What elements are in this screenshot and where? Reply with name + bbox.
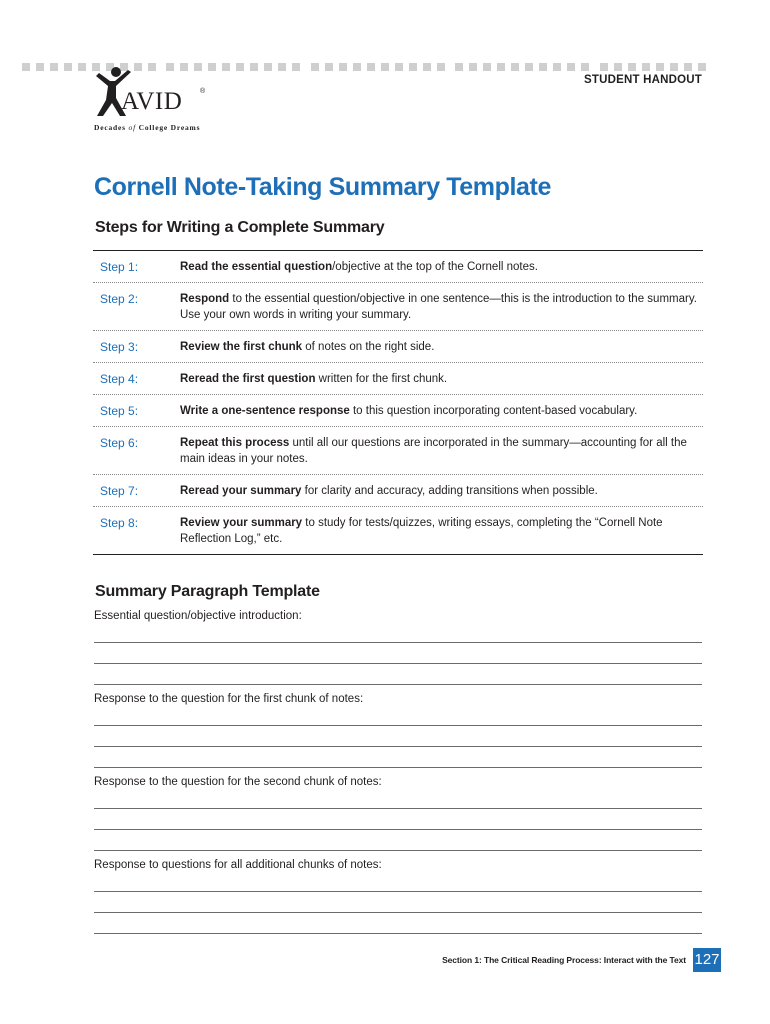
steps-heading: Steps for Writing a Complete Summary	[95, 219, 385, 236]
step-number: Step 7:	[100, 484, 139, 498]
step-text: Review the first chunk of notes on the right side.	[180, 341, 435, 353]
step-text: Reread the first question written for the first chunk.	[180, 373, 448, 385]
step-row	[93, 426, 703, 474]
steps-table	[93, 250, 703, 555]
step-row	[93, 330, 703, 362]
step-text: Review your summary to study for tests/quizzes, writing essays, completing the “Cornell Note Reflection Log,” etc.	[180, 517, 663, 545]
writing-line[interactable]	[94, 642, 702, 643]
step-number: Step 4:	[100, 372, 139, 386]
prompt-second-chunk: Response to the question for the second chunk of notes:	[94, 776, 382, 788]
step-number: Step 6:	[100, 436, 139, 450]
step-row	[93, 394, 703, 426]
writing-line[interactable]	[94, 850, 702, 851]
step-row	[93, 362, 703, 394]
step-number: Step 1:	[100, 260, 139, 274]
prompt-additional-chunks: Response to questions for all additional chunks of notes:	[94, 859, 382, 871]
logo-tagline: Decades of College Dreams	[94, 123, 201, 132]
step-number: Step 5:	[100, 404, 139, 418]
prompt-intro: Essential question/objective introduction:	[94, 610, 302, 622]
prompt-first-chunk: Response to the question for the first chunk of notes:	[94, 693, 364, 705]
writing-line[interactable]	[94, 912, 702, 913]
writing-line[interactable]	[94, 663, 702, 664]
writing-line[interactable]	[94, 767, 702, 768]
step-row	[93, 506, 703, 554]
writing-line[interactable]	[94, 808, 702, 809]
writing-line[interactable]	[94, 829, 702, 830]
step-text: Read the essential question/objective at the top of the Cornell notes.	[180, 261, 538, 273]
step-number: Step 3:	[100, 340, 139, 354]
step-row	[93, 251, 703, 282]
template-heading: Summary Paragraph Template	[95, 583, 320, 600]
step-text: Write a one-sentence response to this question incorporating content-based vocabulary.	[180, 405, 638, 417]
writing-line[interactable]	[94, 933, 702, 934]
step-text: Respond to the essential question/objective in one sentence—this is the introduction to the summary. Use your own words in writing your summary.	[180, 293, 697, 321]
step-number: Step 8:	[100, 516, 139, 530]
avid-logo	[94, 66, 214, 136]
writing-line[interactable]	[94, 891, 702, 892]
student-handout-label: STUDENT HANDOUT	[584, 74, 702, 86]
avid-wordmark: AVID	[121, 88, 183, 115]
footer-section-title: Section 1: The Critical Reading Process: Interact with the Text	[442, 955, 686, 965]
page-number: 127	[693, 948, 721, 972]
writing-line[interactable]	[94, 746, 702, 747]
step-text: Repeat this process until all our questions are incorporated in the summary—accounting for all the main ideas in your notes.	[180, 437, 687, 465]
step-text: Reread your summary for clarity and accuracy, adding transitions when possible.	[180, 485, 598, 497]
page-title: Cornell Note-Taking Summary Template	[94, 173, 551, 201]
step-row	[93, 474, 703, 506]
registered-mark: ®	[200, 88, 206, 95]
writing-line[interactable]	[94, 684, 702, 685]
writing-line[interactable]	[94, 725, 702, 726]
step-number: Step 2:	[100, 292, 139, 306]
step-row	[93, 282, 703, 330]
